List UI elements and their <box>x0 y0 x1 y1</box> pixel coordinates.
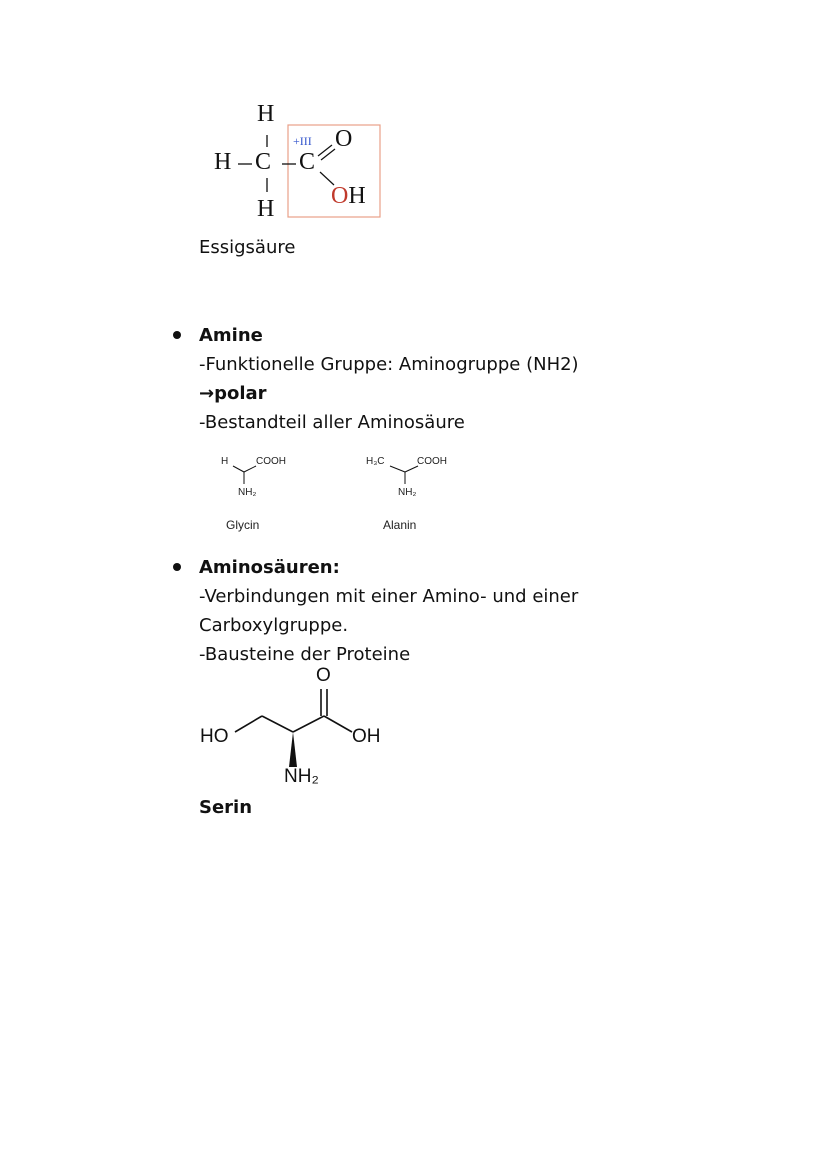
aminosaeuren-building-blocks: -Bausteine der Proteine <box>199 644 411 665</box>
atom-h-top: H <box>257 101 275 127</box>
arrow-icon: → <box>199 383 215 404</box>
glycin-name: Glycin <box>226 518 260 532</box>
atom-c2: C <box>299 149 316 175</box>
aminosaeuren-heading: Aminosäuren: <box>199 557 340 578</box>
serin-name: Serin <box>199 797 253 818</box>
alanin-bond-left <box>390 466 405 472</box>
glycin-bond-left <box>233 466 244 472</box>
double-bond-c-o-1 <box>318 145 332 156</box>
atom-h-bottom: H <box>257 196 275 222</box>
atom-h-left: H <box>214 149 232 175</box>
oxidation-number: +III <box>293 134 312 148</box>
oh-oxygen: O <box>331 183 349 209</box>
alanin-name: Alanin <box>383 518 417 532</box>
serin-wedge-bond <box>289 732 297 767</box>
serin-bond-ch2-ca <box>262 716 293 732</box>
glycin-cooh: COOH <box>256 456 286 467</box>
amine-functional-group: -Funktionelle Gruppe: Aminogruppe (NH2) <box>199 354 579 375</box>
serin-o: O <box>316 665 331 686</box>
amine-polar: polar <box>214 383 267 404</box>
amine-heading: Amine <box>199 325 263 346</box>
double-bond-c-o-2 <box>321 149 335 160</box>
atom-o: O <box>335 126 353 152</box>
amine-polar-line <box>199 379 267 408</box>
atom-c1: C <box>255 149 272 175</box>
serin-oh: OH <box>352 726 381 747</box>
serin-bond-c-oh <box>324 716 352 732</box>
group-oh: OH <box>331 183 366 209</box>
alanin-h3c: H₃C <box>366 456 385 467</box>
amine-component: -Bestandteil aller Aminosäure <box>199 412 465 433</box>
acetic-acid-caption: Essigsäure <box>199 237 296 258</box>
aminosaeuren-definition-1: -Verbindungen mit einer Amino- und einer <box>199 586 579 607</box>
alanin-nh2: NH₂ <box>398 487 417 498</box>
glycin-bond-right <box>244 466 256 472</box>
serin-bond-ho-ch2 <box>235 716 262 732</box>
serin-bond-ca-c <box>293 716 324 732</box>
serin-ho: HO <box>200 726 229 747</box>
aminosaeuren-definition-2: Carboxylgruppe. <box>199 615 349 636</box>
bullet-amine <box>173 331 181 339</box>
alanin-cooh: COOH <box>417 456 447 467</box>
glycin-h: H <box>221 456 229 467</box>
serin-nh2: NH₂ <box>284 766 319 787</box>
bullet-aminosaeuren <box>173 563 181 571</box>
glycin-nh2: NH₂ <box>238 487 257 498</box>
